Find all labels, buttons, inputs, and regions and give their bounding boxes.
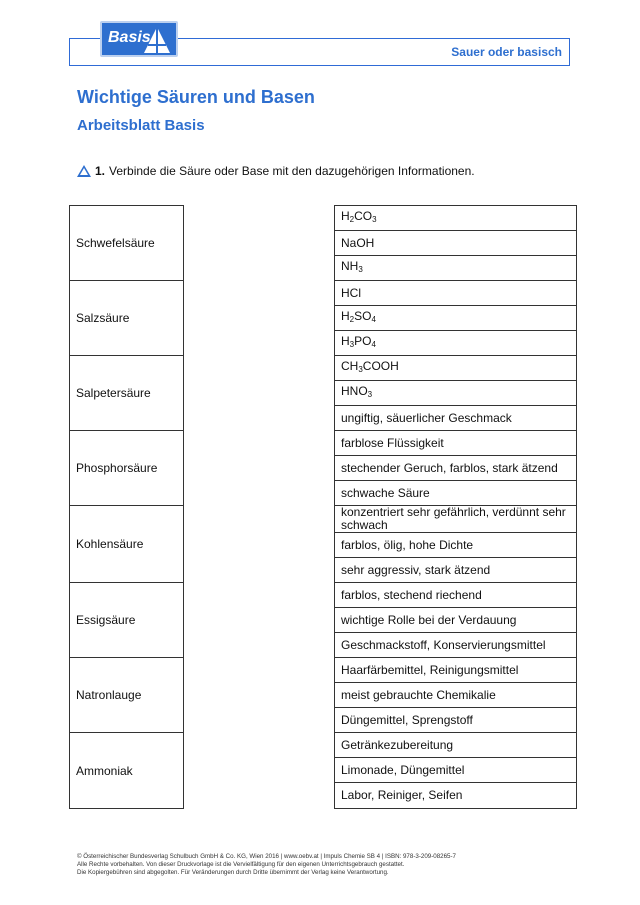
triangle-logo-icon [142, 25, 172, 55]
information-item: farblos, ölig, hohe Dichte [335, 533, 576, 558]
section-title: Sauer oder basisch [451, 45, 562, 59]
footer-line-fees: Die Kopiergebühren sind abgegolten. Für Veränderungen durch Dritte übernimmt der Verlag keine Verantwortung. [77, 869, 389, 876]
information-item: Düngemittel, Sprengstoff [335, 708, 576, 733]
information-item: schwache Säure [335, 481, 576, 506]
task-number: 1. [95, 164, 106, 178]
acid-base-item: Schwefelsäure [70, 206, 183, 281]
acid-base-item: Essigsäure [70, 583, 183, 658]
information-item: Limonade, Düngemittel [335, 758, 576, 783]
acid-base-list [69, 205, 184, 809]
acid-base-item: Salzsäure [70, 281, 183, 356]
information-item: $H_3PO_4$ [335, 331, 576, 356]
acid-base-item: Salpetersäure [70, 356, 183, 431]
footer-line-copyright: © Österreichischer Bundesverlag Schulbuch GmbH & Co. KG, Wien 2016 | www.oebv.at | Impuls Chemie SB 4 | ISBN: 978-3-209-08265-7 [77, 853, 456, 860]
footer-line-rights: Alle Rechte vorbehalten. Von dieser Druckvorlage ist die Vervielfältigung für den eigenen Unterrichtsgebrauch gestattet. [77, 861, 405, 868]
information-item: NaOH [335, 231, 576, 256]
information-item: $H_2CO_3$ [335, 206, 576, 231]
information-item: Getränkezubereitung [335, 733, 576, 758]
information-item: $NH_3$ [335, 256, 576, 281]
acid-base-item: Phosphorsäure [70, 431, 183, 506]
information-item: konzentriert sehr gefährlich, verdünnt sehr schwach [335, 506, 576, 533]
acid-base-item: Kohlensäure [70, 506, 183, 583]
information-item: Geschmackstoff, Konservierungsmittel [335, 633, 576, 658]
information-item: $H_2SO_4$ [335, 306, 576, 331]
information-item: sehr aggressiv, stark ätzend [335, 558, 576, 583]
information-item: $CH_3COOH$ [335, 356, 576, 381]
information-item: stechender Geruch, farblos, stark ätzend [335, 456, 576, 481]
information-item: meist gebrauchte Chemikalie [335, 683, 576, 708]
basis-logo [100, 21, 178, 57]
information-item: farblos, stechend riechend [335, 583, 576, 608]
information-item: Labor, Reiniger, Seifen [341, 788, 463, 802]
information-item: $HNO_3$ [335, 381, 576, 406]
task-text: Verbinde die Säure oder Base mit den dazugehörigen Informationen. [109, 164, 475, 178]
acid-base-item: Ammoniak [76, 763, 133, 778]
task-instruction [77, 164, 475, 178]
footer [77, 853, 456, 877]
information-item: farblose Flüssigkeit [335, 431, 576, 456]
information-item: ungiftig, säuerlicher Geschmack [335, 406, 576, 431]
information-list [334, 205, 577, 809]
basis-task-icon [77, 165, 91, 177]
logo-text: Basis [108, 29, 151, 46]
information-item: HCl [335, 281, 576, 306]
page-title: Wichtige Säuren und Basen [77, 87, 315, 107]
information-item: wichtige Rolle bei der Verdauung [335, 608, 576, 633]
acid-base-item: Natronlauge [70, 658, 183, 733]
page-subtitle: Arbeitsblatt Basis [77, 117, 205, 134]
information-item: Haarfärbemittel, Reinigungsmittel [335, 658, 576, 683]
